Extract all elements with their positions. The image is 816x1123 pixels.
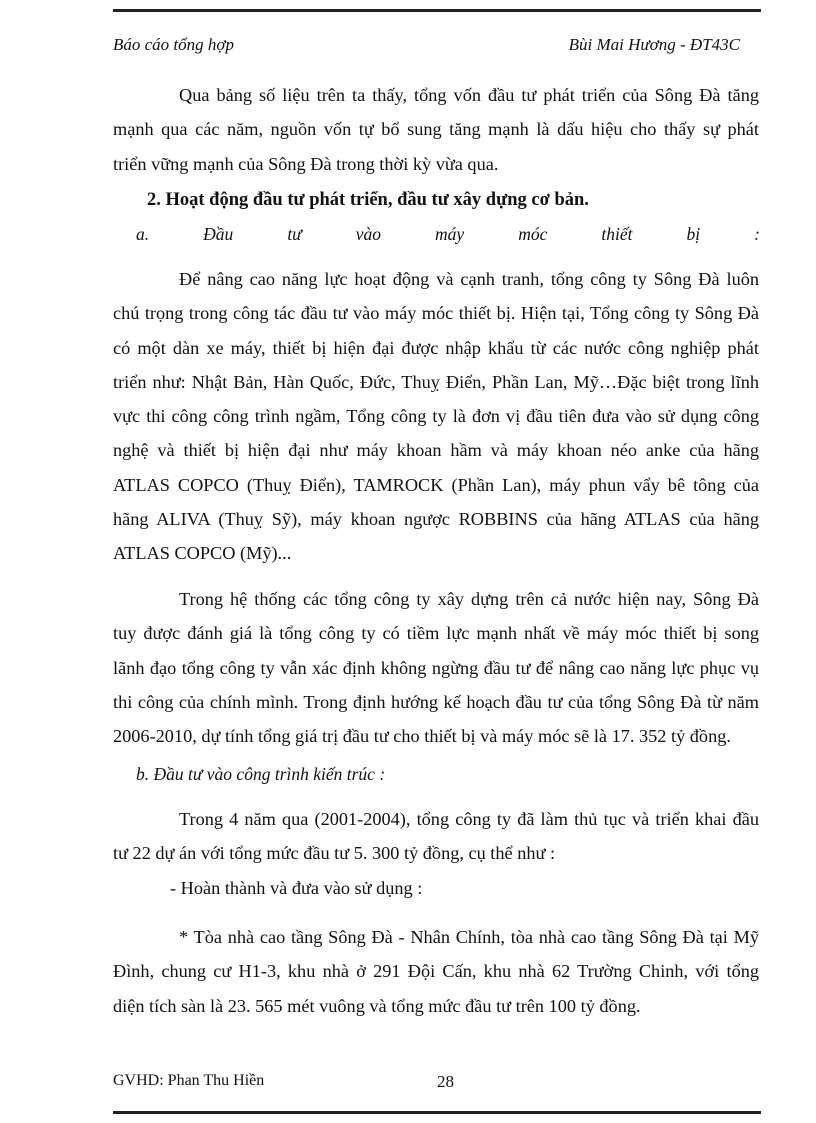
header-rule xyxy=(113,9,761,12)
paragraph-line: có một dàn xe máy, thiết bị hiện đại được nhập khẩu từ các nước công nghiệp phát xyxy=(113,337,759,358)
paragraph-line: Qua bảng số liệu trên ta thấy, tổng vốn đầu tư phát triển của Sông Đà tăng xyxy=(179,85,759,105)
subheading-b: b. Đầu tư vào công trình kiến trúc : xyxy=(136,764,386,784)
section-heading: 2. Hoạt động đầu tư phát triển, đầu tư xây dựng cơ bản. xyxy=(147,190,589,210)
paragraph-line: Đình, chung cư H1-3, khu nhà ở 291 Đội Cấn, khu nhà 62 Trường Chinh, với tổng xyxy=(113,961,759,982)
header-author: Bùi Mai Hương - ĐT43C xyxy=(568,35,740,54)
paragraph-1 xyxy=(113,78,759,181)
paragraph-line: ATLAS COPCO (Thuỵ Điển), TAMROCK (Phần Lan), máy phun vẩy bê tông của xyxy=(113,474,759,495)
paragraph-line: lãnh đạo tổng công ty vẫn xác định không ngừng đầu tư để nâng cao năng lực phục vụ xyxy=(113,657,759,678)
paragraph-line: tuy được đánh giá là tổng công ty có tiềm lực mạnh nhất về máy móc thiết bị song xyxy=(113,623,759,644)
paragraph-line: vực thi công công trình ngầm, Tổng công ty là đơn vị đầu tiên đưa vào sử dụng công xyxy=(113,406,759,427)
paragraph-line: tư 22 dự án với tổng mức đầu tư 5. 300 tỷ đồng, cụ thể như : xyxy=(113,843,556,864)
paragraph-line: * Tòa nhà cao tầng Sông Đà - Nhân Chính, tòa nhà cao tầng Sông Đà tại Mỹ xyxy=(179,927,759,947)
paragraph-line: 2006-2010, dự tính tổng giá trị đầu tư cho thiết bị và máy móc sẽ là 17. 352 tỷ đồng. xyxy=(113,726,731,747)
paragraph-3 xyxy=(113,582,759,753)
paragraph-line: hãng ALIVA (Thuỵ Sỹ), máy khoan ngược ROBBINS của hãng ATLAS của hãng xyxy=(113,509,759,530)
paragraph-line: triển vững mạnh của Sông Đà trong thời kỳ vừa qua. xyxy=(113,153,499,174)
page-number: 28 xyxy=(437,1072,454,1091)
paragraph-4 xyxy=(113,802,759,871)
paragraph-line: chú trọng trong công tác đầu tư vào máy móc thiết bị. Hiện tại, Tổng công ty Sông Đà xyxy=(113,303,759,324)
paragraph-line: mạnh qua các năm, nguồn vốn tự bổ sung tăng mạnh là dấu hiệu cho thấy sự phát xyxy=(113,119,759,140)
paragraph-line: diện tích sàn là 23. 565 mét vuông và tổng mức đầu tư trên 100 tỷ đồng. xyxy=(113,995,641,1016)
paragraph-line: ATLAS COPCO (Mỹ)... xyxy=(113,543,292,564)
bullet-line: - Hoàn thành và đưa vào sử dụng : xyxy=(170,878,423,898)
footer-rule xyxy=(113,1111,761,1114)
paragraph-line: triển như: Nhật Bản, Hàn Quốc, Đức, Thuỵ Điển, Phần Lan, Mỹ…Đặc biệt trong lĩnh xyxy=(113,371,759,392)
paragraph-line: Để nâng cao năng lực hoạt động và cạnh tranh, tổng công ty Sông Đà luôn xyxy=(179,269,759,289)
header-report-title: Báo cáo tổng hợp xyxy=(113,35,234,54)
paragraph-2 xyxy=(113,262,759,571)
footer-supervisor: GVHD: Phan Thu Hiền xyxy=(113,1072,265,1089)
paragraph-line: nghệ và thiết bị hiện đại như máy khoan hầm và máy khoan néo anke của hãng xyxy=(113,440,759,461)
subheading-a: a. Đầu tư vào máy móc thiết bị : xyxy=(136,224,760,244)
paragraph-line: Trong hệ thống các tổng công ty xây dựng trên cả nước hiện nay, Sông Đà xyxy=(179,589,759,609)
paragraph-line: thi công của chính mình. Trong định hướng kế hoạch đầu tư của tổng Sông Đà từ năm xyxy=(113,691,759,712)
paragraph-line: Trong 4 năm qua (2001-2004), tổng công ty đã làm thủ tục và triển khai đầu xyxy=(179,809,759,829)
paragraph-5 xyxy=(113,920,759,1023)
